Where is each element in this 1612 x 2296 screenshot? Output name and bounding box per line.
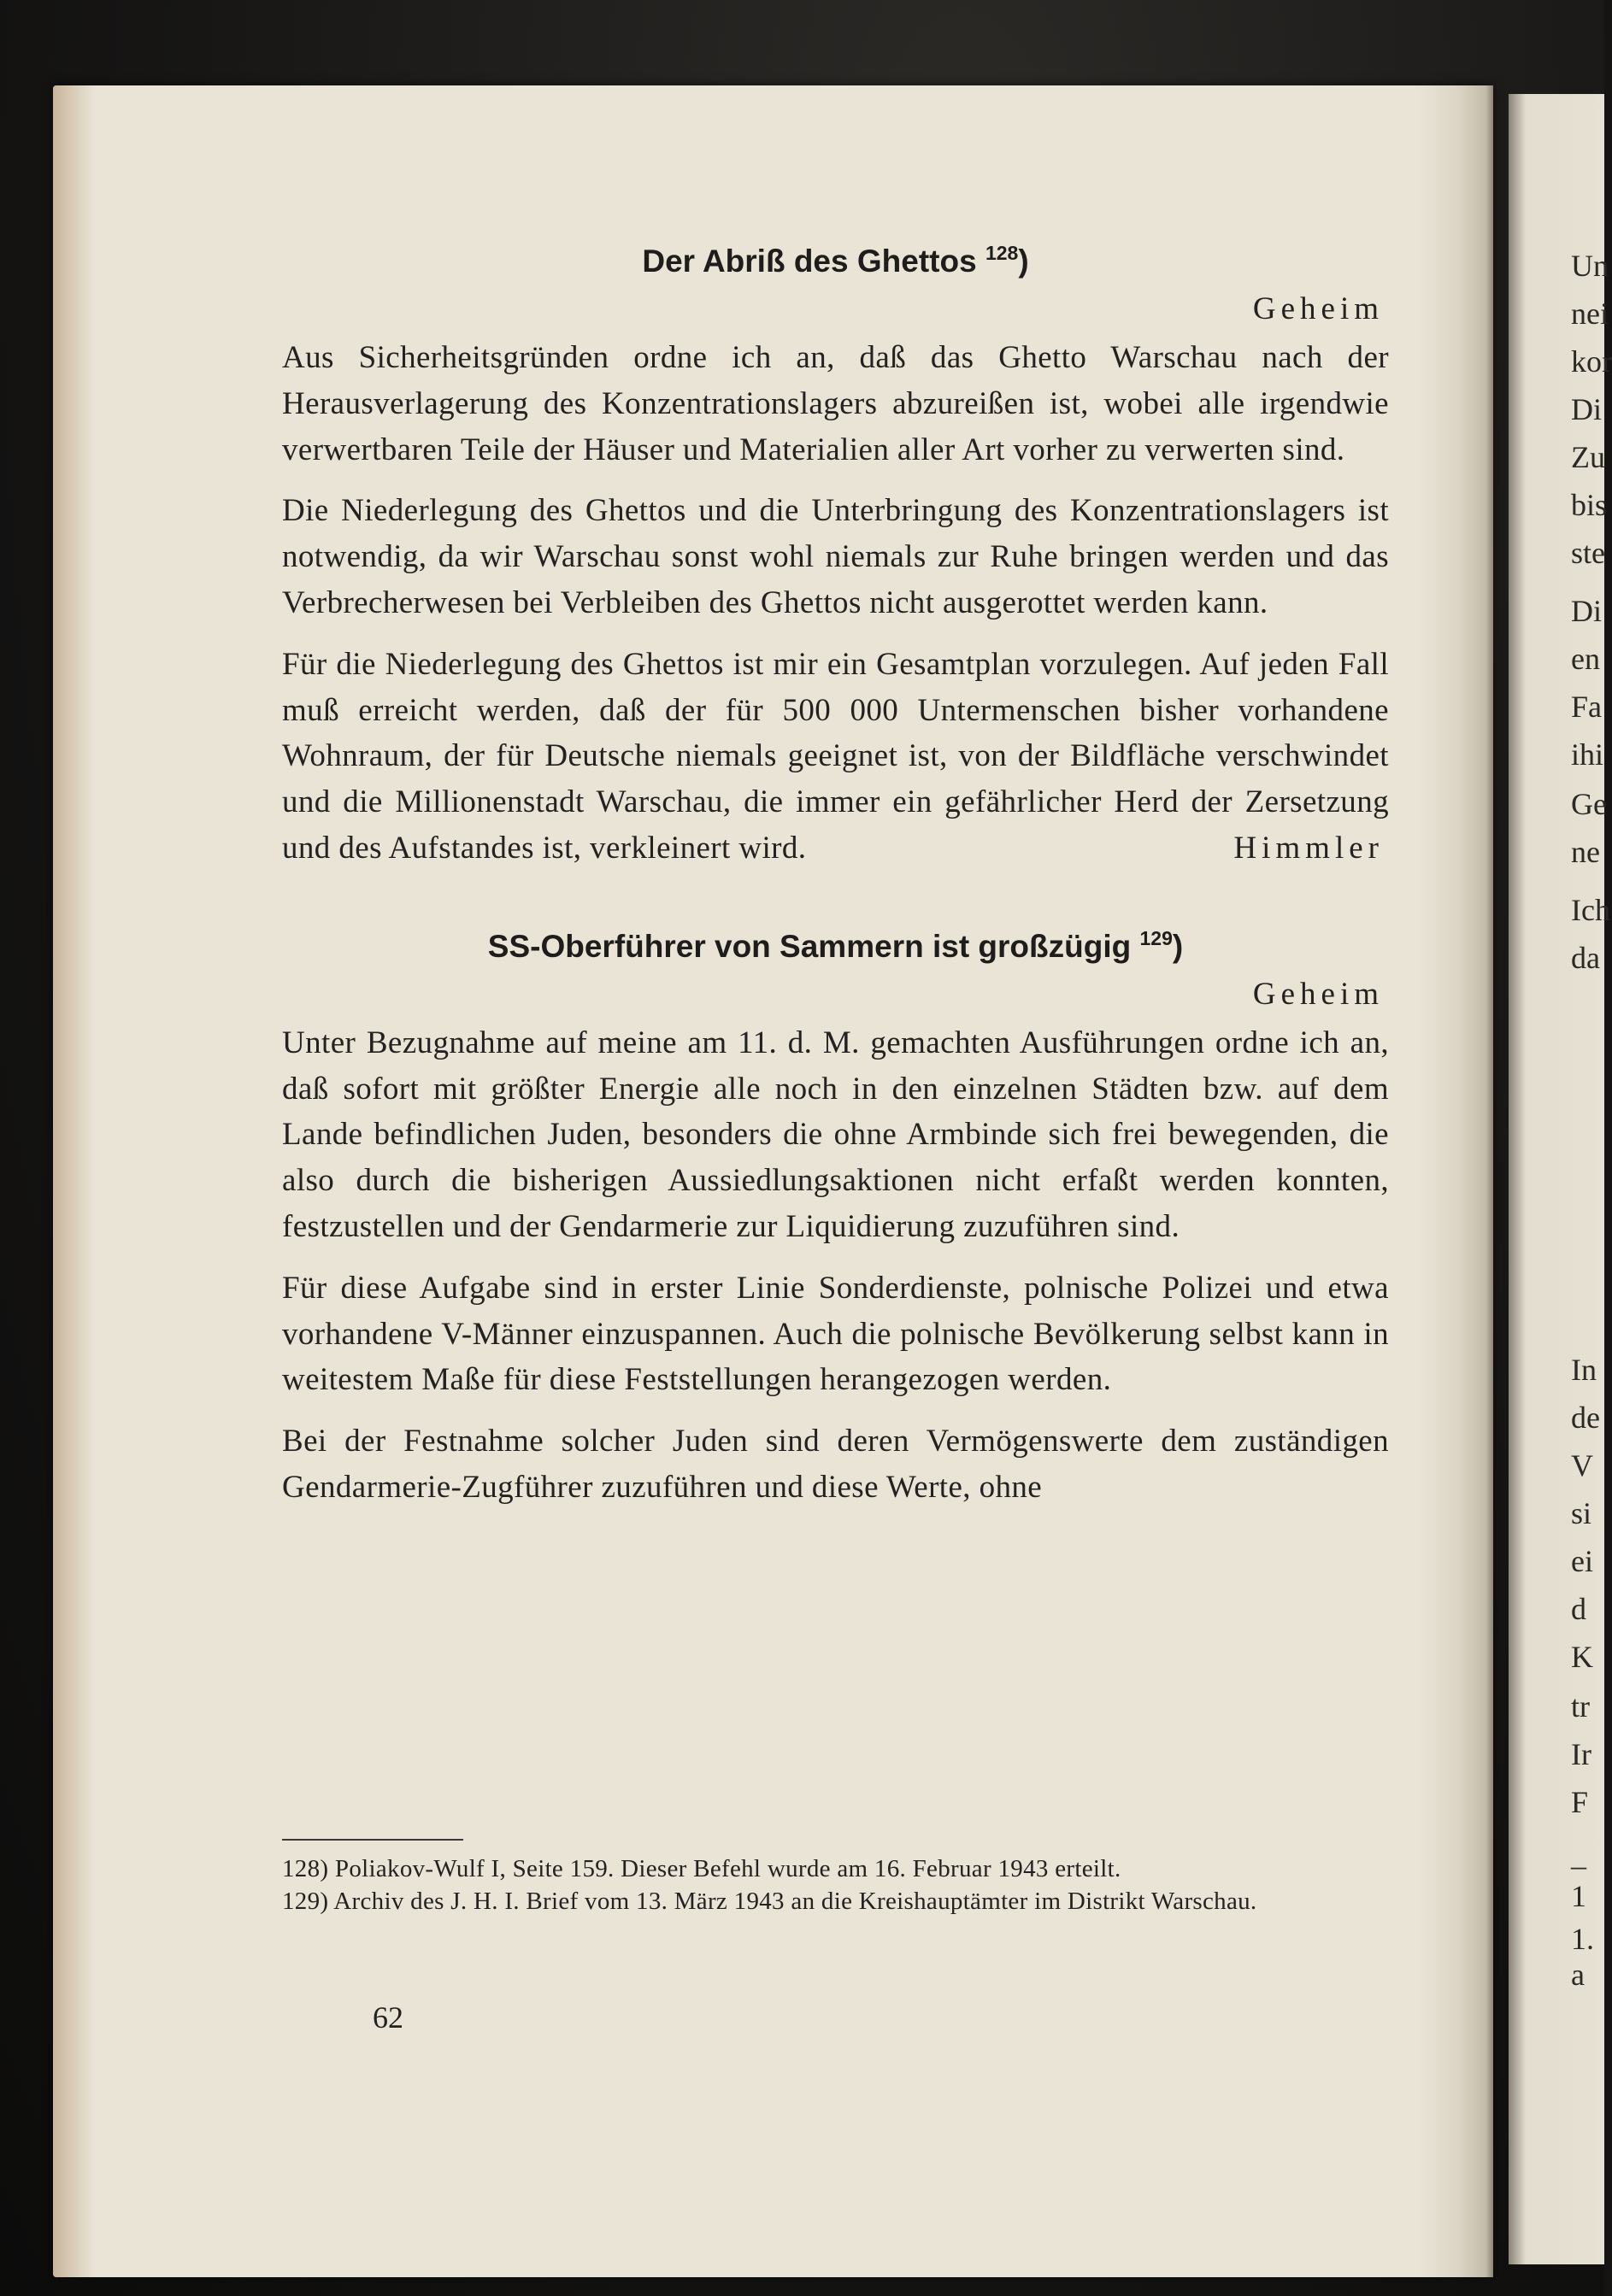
adjacent-page-fragment: tr [1571,1689,1590,1723]
adjacent-page-fragment: kor [1571,344,1612,379]
footnote-divider [282,1839,463,1841]
adjacent-page-fragment: a [1571,1958,1585,1992]
page-edge [53,85,96,2277]
adjacent-page-fragment: 1 [1571,1879,1586,1913]
paragraph: Aus Sicherheitsgründen ordne ich an, daß das Ghetto Warschau nach der Herausverlagerung des Konzentrationslagers abzureißen ist, wobei alle irgendwie verwertbaren Teile der Häuser und Materialien aller Art vorher zu verwerten sind. [282,340,1389,467]
adjacent-page-fragment: Ir [1571,1737,1591,1771]
adjacent-page-fragment: 1. [1571,1922,1594,1956]
adjacent-page-fragment: d [1571,1592,1586,1626]
adjacent-page-fragment: Di [1571,594,1602,628]
adjacent-page-fragment: Ich [1571,893,1610,927]
footnote-ref-129: 129 [1139,926,1173,949]
signature-himmler: Himmler [1233,830,1384,866]
footnote-129: 129) Archiv des J. H. I. Brief vom 13. März 1943 an die Kreishauptämter im Distrikt Warschau. [282,1888,1257,1915]
page-gutter [1419,85,1493,2277]
adjacent-page-fragment: F [1571,1785,1589,1819]
footnotes [282,1853,1389,1917]
footnote-128: 128) Poliakov-Wulf I, Seite 159. Dieser Befehl wurde am 16. Februar 1943 erteilt. [282,1855,1121,1882]
adjacent-page-fragment: _ [1571,1838,1586,1872]
adjacent-page-fragment: Un [1571,249,1609,283]
paragraph: Die Niederlegung des Ghettos und die Unterbringung des Konzentrationslagers ist notwendig, da wir Warschau sonst wohl niemals zur Ruhe bringen werden und das Verbrecherwesen bei Verbleiben des Ghettos nicht ausgerottet werden kann. [282,493,1389,620]
page-number: 62 [373,2000,403,2035]
adjacent-page-fragment: In [1571,1353,1597,1387]
adjacent-page-fragment: si [1571,1496,1592,1530]
adjacent-page-fragment: nei [1571,297,1609,331]
adjacent-page-fragment: ei [1571,1544,1593,1578]
adjacent-page-fragment: ihi [1571,737,1604,772]
adjacent-page-fragment: de [1571,1401,1600,1435]
classification-geheim-2: Geheim [1252,976,1384,1012]
adjacent-page-fragment: Di [1571,392,1602,426]
page-content [282,239,1389,1511]
adjacent-page-fragment: Fa [1571,690,1602,724]
paragraph: Für die Niederlegung des Ghettos ist mir ein Gesamtplan vorzulegen. Auf jeden Fall muß erreicht werden, daß der für 500 000 Untermenschen bisher vorhandene Wohnraum, der für Deutsche niemals geeignet ist, von der Bildfläche verschwindet und die Millionenstadt Warschau, die immer ein gefährlicher Herd der Zersetzung und des Aufstandes ist, verkleinert wird. [282,646,1389,866]
adjacent-page-fragment: bis [1571,488,1608,522]
adjacent-page-fragment: da [1571,941,1600,975]
section-title-sammern: SS-Oberführer von Sammern ist großzügig $^{129}$) [487,926,1184,964]
signed-paragraph [282,642,1389,872]
paragraph: Bei der Festnahme solcher Juden sind deren Vermögenswerte dem zuständigen Gendarmerie-Zugführer zuzuführen und diese Werte, ohne [282,1424,1389,1505]
paragraph: Unter Bezugnahme auf meine am 11. d. M. gemachten Ausführungen ordne ich an, daß sofort mit größter Energie alle noch in den einzelnen Städten bzw. auf dem Lande befindlichen Juden, besonders die ohne Armbinde sich frei bewegenden, die also durch die bisherigen Aussiedlungsaktionen nicht erfaßt werden konnten, festzustellen und der Gendarmerie zur Liquidierung zuzuführen sind. [282,1025,1389,1244]
paragraph: Für diese Aufgabe sind in erster Linie Sonderdienste, polnische Polizei und etwa vorhandene V-Männer einzuspannen. Auch die polnische Bevölkerung selbst kann in weitestem Maße für diese Feststellungen herangezogen werden. [282,1270,1389,1398]
footnote-ref-128: 128 [985,242,1019,264]
adjacent-page-fragment: V [1571,1448,1593,1483]
section-title-ghetto: Der Abriß des Ghettos $^{128}$) [642,242,1029,279]
adjacent-page-fragment: ste [1571,536,1605,570]
classification-geheim-1: Geheim [1252,291,1384,326]
adjacent-page-fragment: ne [1571,835,1600,869]
adjacent-page-fragment: Ge [1571,787,1607,821]
adjacent-page-fragment: Zu [1571,440,1605,474]
adjacent-page-fragment: en [1571,642,1600,676]
adjacent-page-fragment: K [1571,1640,1593,1674]
